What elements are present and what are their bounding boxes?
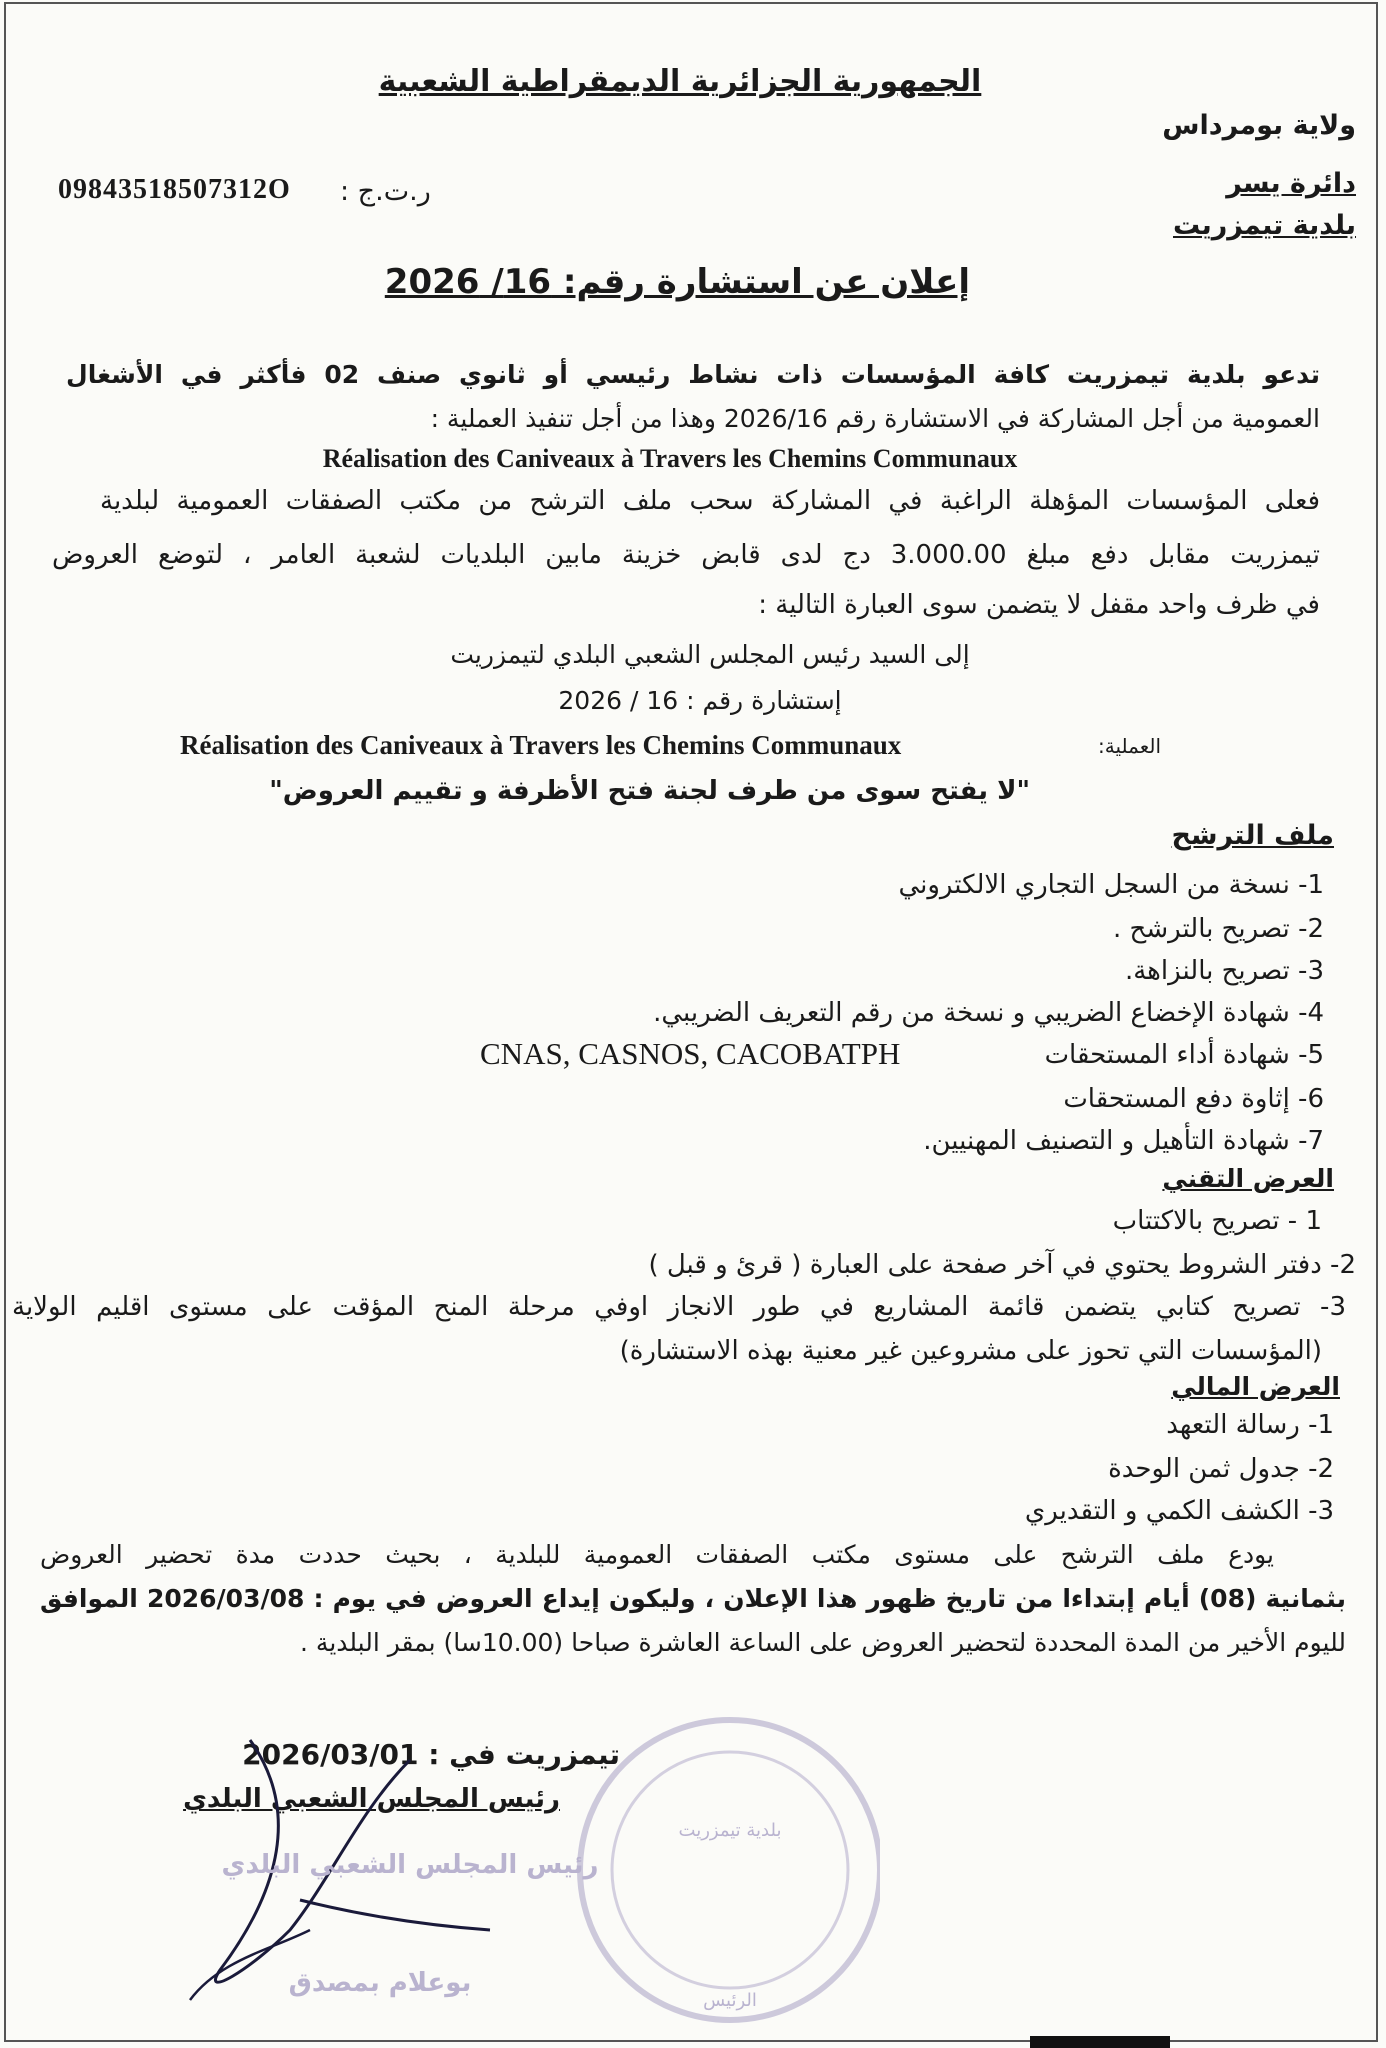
technical-item-note: (المؤسسات التي تحوز على مشروعين غير معنية بهذه الاستشارة)	[619, 1336, 1322, 1366]
intro-line-1: تدعو بلدية تيمزريت كافة المؤسسات ذات نشاط رئيسي أو ثانوي صنف 02 فأكثر في الأشغال	[66, 360, 1320, 389]
candidature-item: 1- نسخة من السجل التجاري الالكتروني	[898, 870, 1324, 900]
envelope-to: إلى السيد رئيس المجلس الشعبي البلدي لتيمزريت	[450, 640, 970, 669]
technical-item: 2- دفتر الشروط يحتوي في آخر صفحة على العبارة ( قرئ و قبل )	[648, 1250, 1356, 1280]
signature-title: رئيس المجلس الشعبي البلدي	[183, 1784, 560, 1814]
candidature-heading: ملف الترشح	[1171, 820, 1334, 851]
wilaya-label: ولاية بومرداس	[1162, 110, 1356, 141]
stamp-title: رئيس المجلس الشعبي البلدي	[221, 1850, 599, 1880]
candidature-item: 3- تصريح بالنزاهة.	[1124, 956, 1324, 986]
intro-line-5: في ظرف واحد مقفل لا يتضمن سوى العبارة التالية :	[758, 590, 1320, 620]
intro-line-3: فعلى المؤسسات المؤهلة الراغبة في المشاركة سحب ملف الترشح من مكتب الصفقات العمومية لبلدية	[100, 486, 1320, 516]
envelope-operation: Réalisation des Caniveaux à Travers les Chemins Communaux	[180, 730, 902, 760]
nif-label: ر.ت.ج :	[340, 176, 431, 207]
candidature-item: 6- إثاوة دفع المستحقات	[1063, 1084, 1324, 1114]
envelope-notice: "لا يفتح سوى من طرف لجنة فتح الأظرفة و تقييم العروض"	[269, 776, 1030, 806]
envelope-operation-label: العملية:	[1098, 734, 1161, 758]
stamp-name: بوعلام بمصدق	[288, 1968, 472, 1998]
stamp-bottom: الرئيس	[703, 1990, 757, 2011]
commune-label: بلدية تيمزريت	[1173, 210, 1356, 241]
technical-item: 1 - تصريح بالاكتتاب	[1112, 1206, 1322, 1236]
page-title: إعلان عن استشارة رقم: 16/ 2026	[384, 262, 970, 302]
republic-header: الجمهورية الجزائرية الديمقراطية الشعبية	[378, 64, 982, 99]
nif-value: 09843518507312O	[58, 174, 291, 205]
signature-place-date: تيمزريت في : 2026/03/01	[242, 1738, 620, 1771]
financial-item: 1- رسالة التعهد	[1166, 1410, 1334, 1440]
financial-item: 2- جدول ثمن الوحدة	[1108, 1454, 1334, 1484]
operation-latin: Réalisation des Caniveaux à Travers les Chemins Communaux	[322, 444, 1018, 473]
daira-label: دائرة يسر	[1226, 168, 1356, 199]
closing-line-2: بثمانية (08) أيام إبتداءا من تاريخ ظهور هذا الإعلان ، وليكون إيداع العروض في يوم : 2026/03/08 الموافق	[40, 1584, 1346, 1613]
closing-line-3: لليوم الأخير من المدة المحددة لتحضير العروض على الساعة العاشرة صباحا (10.00سا) بمقر البلدية .	[300, 1628, 1346, 1657]
candidature-item: 5- شهادة أداء المستحقات	[1044, 1040, 1324, 1070]
financial-heading: العرض المالي	[1171, 1372, 1340, 1401]
technical-heading: العرض التقني	[1162, 1164, 1334, 1193]
scan-edge-bar	[1030, 2036, 1170, 2048]
candidature-item: 7- شهادة التأهيل و التصنيف المهنيين.	[923, 1126, 1324, 1156]
intro-line-2: العمومية من أجل المشاركة في الاستشارة رقم 2026/16 وهذا من أجل تنفيذ العملية :	[430, 404, 1320, 433]
technical-item: 3- تصريح كتابي يتضمن قائمة المشاريع في طور الانجاز اوفي مرحلة المنح المؤقت على مستوى اقليم الولاية	[12, 1292, 1346, 1322]
intro-line-4: تيمزريت مقابل دفع مبلغ 3.000.00 دج لدى قابض خزينة مابين البلديات لشعبة العامر ، لتوضع العروض	[52, 540, 1320, 570]
candidature-item: 4- شهادة الإخضاع الضريبي و نسخة من رقم التعريف الضريبي.	[653, 998, 1324, 1028]
stamp-seal-text: بلدية تيمزريت	[678, 1820, 782, 1841]
candidature-item-5-latin: CNAS, CASNOS, CACOBATPH	[480, 1036, 901, 1071]
candidature-item: 2- تصريح بالترشح .	[1113, 914, 1324, 944]
financial-item: 3- الكشف الكمي و التقديري	[1024, 1496, 1334, 1526]
envelope-consult: إستشارة رقم : 16 / 2026	[558, 686, 842, 715]
closing-line-1: يودع ملف الترشح على مستوى مكتب الصفقات العمومية للبلدية ، بحيث حددت مدة تحضير العروض	[40, 1540, 1274, 1569]
official-stamp	[160, 1700, 880, 2040]
